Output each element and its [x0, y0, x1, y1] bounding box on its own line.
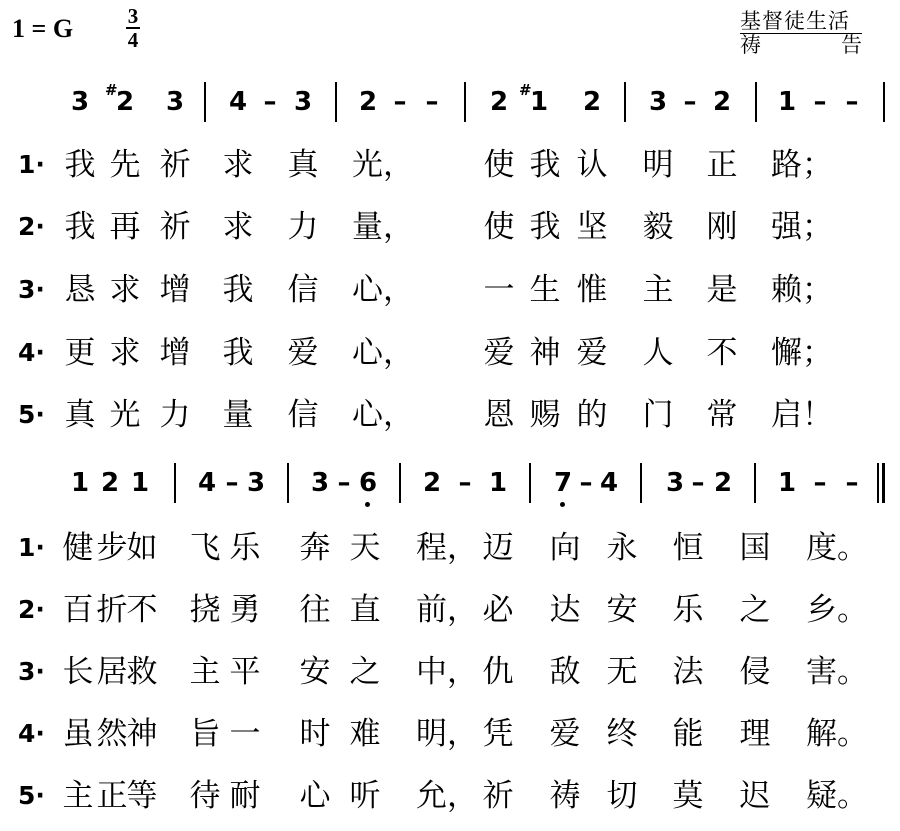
barline	[204, 82, 206, 122]
note: 1	[777, 468, 797, 498]
lyric-line	[0, 270, 900, 310]
lyric-syllable: 心，	[352, 397, 414, 433]
lyric-syllable: 莫	[672, 778, 704, 814]
lyric-syllable: 向	[549, 530, 581, 566]
lyric-syllable: 祈	[159, 147, 191, 183]
lyric-syllable: 我	[529, 209, 561, 245]
lyric-syllable: 乡。	[806, 592, 868, 628]
verse-number: 1·	[18, 150, 45, 179]
note: 1	[488, 468, 508, 498]
lyric-syllable: 安	[606, 592, 638, 628]
note: 3	[665, 468, 685, 498]
lyric-syllable: 是	[706, 272, 738, 308]
lyric-syllable: 更	[64, 335, 96, 371]
lyric-syllable: 能	[672, 716, 704, 752]
verse-number: 4·	[18, 338, 45, 367]
note-extension: –	[263, 87, 277, 117]
lyric-syllable: 乐	[672, 592, 704, 628]
lyric-line	[0, 333, 900, 373]
lyric-syllable: 百	[62, 592, 94, 628]
lyric-syllable: 时	[299, 716, 331, 752]
note: 6	[353, 463, 383, 503]
lyric-syllable: 我	[222, 272, 254, 308]
lyric-syllable: 毅	[642, 209, 674, 245]
lyric-syllable: 我	[222, 335, 254, 371]
barline	[883, 82, 885, 122]
lyric-syllable: 祷	[549, 778, 581, 814]
note-extension: –	[579, 468, 593, 498]
lyric-syllable: 主	[62, 778, 94, 814]
lyric-line	[0, 395, 900, 435]
lyric-syllable: 凭	[482, 716, 514, 752]
lyric-line	[0, 528, 900, 568]
verse-number: 2·	[18, 595, 45, 624]
category-char-1: 祷	[740, 33, 761, 57]
lyric-syllable: 之	[349, 654, 381, 690]
lyric-syllable: 赖；	[771, 272, 833, 308]
lyric-syllable: 国	[739, 530, 771, 566]
final-barline-thick	[882, 463, 885, 503]
barline	[464, 82, 466, 122]
lyric-syllable: 心	[299, 778, 331, 814]
barline	[640, 463, 642, 503]
lyric-syllable: 使	[483, 147, 515, 183]
lyric-syllable: 疑。	[806, 778, 868, 814]
lyric-syllable: 惟	[576, 272, 608, 308]
barline	[754, 463, 756, 503]
lyric-syllable: 理	[739, 716, 771, 752]
lyric-syllable: 耐	[229, 778, 261, 814]
lyric-syllable: 懈；	[771, 335, 833, 371]
note: 2	[489, 87, 509, 117]
verse-number: 1·	[18, 533, 45, 562]
note: 2	[713, 468, 733, 498]
verse-number: 5·	[18, 400, 45, 429]
lyric-syllable: 明，	[416, 716, 478, 752]
note: # 2	[110, 82, 140, 122]
lyric-syllable: 必	[482, 592, 514, 628]
lyric-syllable: 如	[126, 530, 158, 566]
note: 2	[358, 87, 378, 117]
lyric-syllable: 折	[96, 592, 128, 628]
lyric-syllable: 步	[96, 530, 128, 566]
key-signature: 1 = G	[12, 14, 74, 43]
lyric-syllable: 一	[483, 272, 515, 308]
lyric-syllable: 不	[126, 592, 158, 628]
note: 7	[548, 463, 578, 503]
lyric-syllable: 门	[642, 397, 674, 433]
barline	[399, 463, 401, 503]
lyric-syllable: 侵	[739, 654, 771, 690]
note: 3	[293, 87, 313, 117]
lyric-line	[0, 776, 900, 816]
lyric-syllable: 再	[109, 209, 141, 245]
lyric-syllable: 乐	[229, 530, 261, 566]
barline	[755, 82, 757, 122]
lyric-syllable: 正	[96, 778, 128, 814]
note: 1	[70, 468, 90, 498]
lyric-syllable: 神	[126, 716, 158, 752]
lyric-syllable: 生	[529, 272, 561, 308]
lyric-line	[0, 652, 900, 692]
note-extension: –	[393, 87, 407, 117]
lyric-syllable: 信	[287, 397, 319, 433]
lyric-syllable: 爱	[576, 335, 608, 371]
barline	[624, 82, 626, 122]
lyric-syllable: 虽	[62, 716, 94, 752]
lyric-syllable: 光，	[352, 147, 414, 183]
lyric-syllable: 正	[706, 147, 738, 183]
lyric-syllable: 强；	[771, 209, 833, 245]
lyric-syllable: 听	[349, 778, 381, 814]
lyric-syllable: 明	[642, 147, 674, 183]
note: 2	[100, 468, 120, 498]
lyric-syllable: 求	[222, 209, 254, 245]
lyric-syllable: 长	[62, 654, 94, 690]
lyric-syllable: 仇	[482, 654, 514, 690]
category-char-2: 告	[841, 33, 862, 57]
lyric-syllable: 之	[739, 592, 771, 628]
note: 1	[130, 468, 150, 498]
lyric-syllable: 我	[529, 147, 561, 183]
lyric-syllable: 奔	[299, 530, 331, 566]
lyric-syllable: 直	[349, 592, 381, 628]
lyric-syllable: 往	[299, 592, 331, 628]
lyric-syllable: 爱	[483, 335, 515, 371]
lyric-syllable: 使	[483, 209, 515, 245]
lyric-syllable: 增	[159, 335, 191, 371]
note: 3	[165, 87, 185, 117]
note-extension: –	[813, 468, 827, 498]
lyric-syllable: 力	[287, 209, 319, 245]
lyric-syllable: 祈	[159, 209, 191, 245]
lyric-syllable: 恳	[64, 272, 96, 308]
lyric-syllable: 平	[229, 654, 261, 690]
lyric-syllable: 一	[229, 716, 261, 752]
note: 3	[310, 468, 330, 498]
barline	[287, 463, 289, 503]
note: 4	[599, 468, 619, 498]
lyric-syllable: 信	[287, 272, 319, 308]
note: 1	[777, 87, 797, 117]
lyric-syllable: 求	[109, 335, 141, 371]
verse-number: 4·	[18, 719, 45, 748]
notation-row	[0, 463, 900, 503]
lyric-syllable: 刚	[706, 209, 738, 245]
lyric-syllable: 我	[64, 147, 96, 183]
lyric-line	[0, 145, 900, 185]
lyric-syllable: 爱	[287, 335, 319, 371]
lyric-syllable: 我	[64, 209, 96, 245]
lyric-syllable: 求	[109, 272, 141, 308]
note: 3	[246, 468, 266, 498]
lyric-syllable: 然	[96, 716, 128, 752]
lyric-syllable: 爱	[549, 716, 581, 752]
lyric-line	[0, 207, 900, 247]
lyric-syllable: 挠	[189, 592, 221, 628]
lyric-syllable: 增	[159, 272, 191, 308]
lyric-syllable: 恩	[483, 397, 515, 433]
note-extension: –	[458, 468, 472, 498]
lyric-syllable: 量，	[352, 209, 414, 245]
note-extension: –	[691, 468, 705, 498]
lyric-syllable: 主	[642, 272, 674, 308]
verse-number: 2·	[18, 212, 45, 241]
note-extension: –	[337, 468, 351, 498]
note-extension: –	[683, 87, 697, 117]
note-extension: –	[845, 87, 859, 117]
lyric-syllable: 健	[62, 530, 94, 566]
lyric-syllable: 的	[576, 397, 608, 433]
lyric-syllable: 待	[189, 778, 221, 814]
lyric-syllable: 恒	[672, 530, 704, 566]
barline	[335, 82, 337, 122]
time-signature-bottom: 4	[127, 28, 139, 52]
lyric-syllable: 主	[189, 654, 221, 690]
note: 2	[582, 87, 602, 117]
lyric-syllable: 力	[159, 397, 191, 433]
lyric-syllable: 度。	[806, 530, 868, 566]
lyric-syllable: 认	[576, 147, 608, 183]
note: 4	[228, 87, 248, 117]
time-signature-top: 3	[127, 4, 139, 28]
lyric-syllable: 解。	[806, 716, 868, 752]
lyric-syllable: 中，	[416, 654, 478, 690]
lyric-syllable: 心，	[352, 335, 414, 371]
note-extension: –	[425, 87, 439, 117]
lyric-syllable: 量	[222, 397, 254, 433]
lyric-syllable: 终	[606, 716, 638, 752]
lyric-syllable: 达	[549, 592, 581, 628]
lyric-syllable: 害。	[806, 654, 868, 690]
note-extension: –	[225, 468, 239, 498]
book-title: 基督徒生活	[740, 10, 862, 34]
lyric-syllable: 路；	[771, 147, 833, 183]
hymn-meta	[740, 10, 862, 57]
lyric-syllable: 求	[222, 147, 254, 183]
note: 4	[197, 468, 217, 498]
lyric-syllable: 飞	[189, 530, 221, 566]
verse-number: 5·	[18, 781, 45, 810]
note: 3	[648, 87, 668, 117]
lyric-syllable: 迈	[482, 530, 514, 566]
lyric-syllable: 法	[672, 654, 704, 690]
lyric-syllable: 人	[642, 335, 674, 371]
lyric-syllable: 勇	[229, 592, 261, 628]
category	[740, 34, 862, 57]
lyric-line	[0, 590, 900, 630]
verse-number: 3·	[18, 657, 45, 686]
lyric-syllable: 切	[606, 778, 638, 814]
lyric-syllable: 前，	[416, 592, 478, 628]
lyric-syllable: 天	[349, 530, 381, 566]
lyric-syllable: 敌	[549, 654, 581, 690]
final-barline	[877, 463, 879, 503]
lyric-syllable: 赐	[529, 397, 561, 433]
lyric-syllable: 光	[109, 397, 141, 433]
lyric-syllable: 迟	[739, 778, 771, 814]
note-extension: –	[845, 468, 859, 498]
verse-number: 3·	[18, 275, 45, 304]
note: 2	[422, 468, 442, 498]
time-signature	[126, 6, 140, 50]
note: 2	[712, 87, 732, 117]
lyric-syllable: 无	[606, 654, 638, 690]
lyric-syllable: 永	[606, 530, 638, 566]
lyric-syllable: 神	[529, 335, 561, 371]
lyric-syllable: 允，	[416, 778, 478, 814]
lyric-syllable: 等	[126, 778, 158, 814]
lyric-syllable: 坚	[576, 209, 608, 245]
note: 3	[70, 87, 90, 117]
lyric-syllable: 启！	[771, 397, 833, 433]
barline	[529, 463, 531, 503]
lyric-syllable: 不	[706, 335, 738, 371]
notation-row	[0, 82, 900, 122]
lyric-syllable: 难	[349, 716, 381, 752]
note: # 1	[524, 82, 554, 122]
lyric-syllable: 祈	[482, 778, 514, 814]
note-extension: –	[813, 87, 827, 117]
lyric-syllable: 真	[287, 147, 319, 183]
lyric-line	[0, 714, 900, 754]
lyric-syllable: 救	[126, 654, 158, 690]
lyric-syllable: 先	[109, 147, 141, 183]
lyric-syllable: 安	[299, 654, 331, 690]
barline	[174, 463, 176, 503]
lyric-syllable: 常	[706, 397, 738, 433]
lyric-syllable: 旨	[189, 716, 221, 752]
lyric-syllable: 心，	[352, 272, 414, 308]
lyric-syllable: 真	[64, 397, 96, 433]
lyric-syllable: 程，	[416, 530, 478, 566]
lyric-syllable: 居	[96, 654, 128, 690]
